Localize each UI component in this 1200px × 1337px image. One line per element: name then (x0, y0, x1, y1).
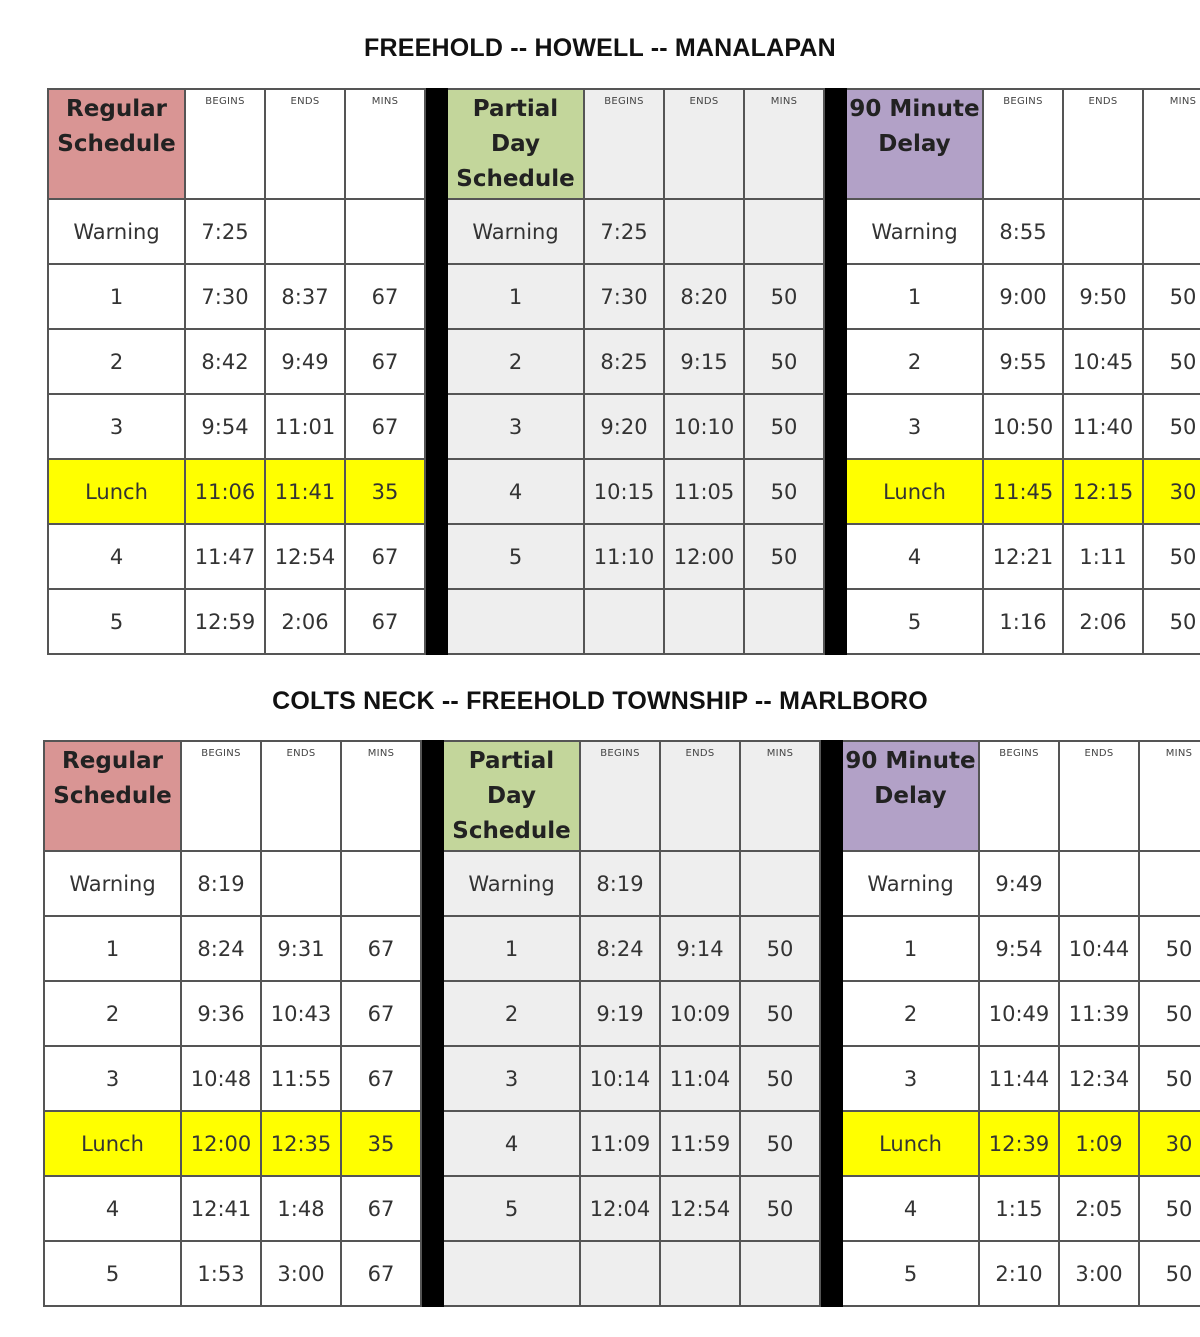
period-begins: 12:41 (181, 1176, 261, 1241)
period-ends: 2:06 (265, 589, 345, 654)
period-begins: 10:48 (181, 1046, 261, 1111)
period-label: Warning (447, 199, 584, 264)
period-mins: 35 (341, 1111, 421, 1176)
column-header-ends: ENDS (265, 89, 345, 199)
period-ends (261, 851, 341, 916)
period-begins: 10:49 (979, 981, 1059, 1046)
period-label: 3 (842, 1046, 979, 1111)
column-separator (824, 459, 846, 524)
period-label: 5 (447, 524, 584, 589)
period-ends (1063, 199, 1143, 264)
column-separator (425, 329, 447, 394)
period-label: 5 (443, 1176, 580, 1241)
period-begins: 9:36 (181, 981, 261, 1046)
schedule-block-colts-neck-freehold-township-marlboro (43, 740, 1200, 1307)
period-mins: 30 (1139, 1111, 1200, 1176)
period-mins (1139, 851, 1200, 916)
header-row (44, 741, 1200, 851)
table-row (48, 589, 1200, 654)
period-label: Warning (846, 199, 983, 264)
period-label (447, 589, 584, 654)
period-label: 3 (443, 1046, 580, 1111)
period-mins: 50 (740, 916, 820, 981)
period-label: 3 (44, 1046, 181, 1111)
period-label: Lunch (44, 1111, 181, 1176)
period-label: 1 (842, 916, 979, 981)
period-mins: 67 (345, 394, 425, 459)
column-separator (425, 524, 447, 589)
period-mins (740, 1241, 820, 1306)
period-label: 4 (447, 459, 584, 524)
column-separator (824, 524, 846, 589)
column-header-begins: BEGINS (584, 89, 664, 199)
period-ends: 10:09 (660, 981, 740, 1046)
period-label: 2 (48, 329, 185, 394)
period-ends: 1:09 (1059, 1111, 1139, 1176)
column-separator (824, 199, 846, 264)
table-row (48, 394, 1200, 459)
period-mins: 50 (1143, 394, 1200, 459)
period-label: 1 (846, 264, 983, 329)
period-begins: 1:15 (979, 1176, 1059, 1241)
column-header-mins: MINS (345, 89, 425, 199)
period-mins: 67 (341, 1046, 421, 1111)
period-label: 1 (447, 264, 584, 329)
period-mins: 67 (345, 524, 425, 589)
column-separator (824, 89, 846, 199)
period-ends: 9:49 (265, 329, 345, 394)
period-ends: 2:06 (1063, 589, 1143, 654)
schedule-name-delay: 90 Minute Delay (842, 741, 979, 851)
table-row (48, 524, 1200, 589)
column-separator (820, 1046, 842, 1111)
schedule-name-regular: Regular Schedule (44, 741, 181, 851)
period-mins (740, 851, 820, 916)
period-begins: 8:25 (584, 329, 664, 394)
period-label: Lunch (842, 1111, 979, 1176)
period-ends: 10:10 (664, 394, 744, 459)
period-ends: 11:59 (660, 1111, 740, 1176)
period-ends (664, 199, 744, 264)
period-mins: 50 (744, 524, 824, 589)
period-label: 5 (846, 589, 983, 654)
period-begins: 8:55 (983, 199, 1063, 264)
section-title-colts-neck-freehold-township-marlboro: COLTS NECK -- FREEHOLD TOWNSHIP -- MARLBORO (272, 687, 928, 715)
column-separator (421, 981, 443, 1046)
table-row (48, 264, 1200, 329)
period-mins: 50 (1139, 1176, 1200, 1241)
period-mins: 67 (345, 264, 425, 329)
period-label: 2 (846, 329, 983, 394)
table-row (44, 1241, 1200, 1306)
period-ends: 10:43 (261, 981, 341, 1046)
column-header-begins: BEGINS (185, 89, 265, 199)
column-header-begins: BEGINS (580, 741, 660, 851)
period-label: Warning (443, 851, 580, 916)
period-ends: 12:00 (664, 524, 744, 589)
period-mins (744, 589, 824, 654)
schedule-block-freehold-howell-manalapan (47, 88, 1200, 655)
column-separator (820, 1111, 842, 1176)
period-ends: 9:31 (261, 916, 341, 981)
period-mins: 50 (744, 264, 824, 329)
schedule-name-partial: Partial Day Schedule (443, 741, 580, 851)
schedule-name-partial: Partial Day Schedule (447, 89, 584, 199)
period-label: 3 (846, 394, 983, 459)
period-label: 2 (443, 981, 580, 1046)
period-begins: 11:10 (584, 524, 664, 589)
period-begins: 12:04 (580, 1176, 660, 1241)
column-header-begins: BEGINS (983, 89, 1063, 199)
period-mins: 50 (744, 329, 824, 394)
period-label: 4 (44, 1176, 181, 1241)
period-label: 2 (44, 981, 181, 1046)
period-ends: 8:37 (265, 264, 345, 329)
period-mins (345, 199, 425, 264)
table-row (48, 199, 1200, 264)
table-row (48, 329, 1200, 394)
period-label: 2 (842, 981, 979, 1046)
period-ends: 3:00 (1059, 1241, 1139, 1306)
period-begins: 9:49 (979, 851, 1059, 916)
period-label: Lunch (846, 459, 983, 524)
column-separator (824, 264, 846, 329)
period-ends: 9:14 (660, 916, 740, 981)
period-ends: 11:55 (261, 1046, 341, 1111)
period-label: 2 (447, 329, 584, 394)
column-header-ends: ENDS (261, 741, 341, 851)
period-ends (660, 1241, 740, 1306)
column-separator (820, 1176, 842, 1241)
table-row (44, 1046, 1200, 1111)
period-label: Warning (842, 851, 979, 916)
column-separator (824, 589, 846, 654)
period-mins: 35 (345, 459, 425, 524)
period-label: 4 (846, 524, 983, 589)
period-begins: 1:53 (181, 1241, 261, 1306)
period-label: 1 (48, 264, 185, 329)
period-begins: 11:44 (979, 1046, 1059, 1111)
period-label (443, 1241, 580, 1306)
period-ends: 12:54 (265, 524, 345, 589)
period-ends: 8:20 (664, 264, 744, 329)
period-ends: 9:15 (664, 329, 744, 394)
period-mins: 50 (740, 981, 820, 1046)
period-label: 5 (842, 1241, 979, 1306)
period-begins: 9:54 (979, 916, 1059, 981)
period-mins: 50 (740, 1111, 820, 1176)
table-row (44, 1111, 1200, 1176)
period-ends: 12:15 (1063, 459, 1143, 524)
period-begins: 11:06 (185, 459, 265, 524)
period-mins: 30 (1143, 459, 1200, 524)
period-begins: 10:14 (580, 1046, 660, 1111)
period-begins: 11:09 (580, 1111, 660, 1176)
period-ends (1059, 851, 1139, 916)
period-begins: 9:54 (185, 394, 265, 459)
period-label: Lunch (48, 459, 185, 524)
period-begins: 8:24 (580, 916, 660, 981)
period-ends (664, 589, 744, 654)
schedule-name-delay: 90 Minute Delay (846, 89, 983, 199)
period-mins: 50 (744, 394, 824, 459)
column-separator (820, 741, 842, 851)
period-mins: 50 (740, 1176, 820, 1241)
period-label: 4 (48, 524, 185, 589)
period-label: 3 (447, 394, 584, 459)
period-mins (341, 851, 421, 916)
table-row (48, 459, 1200, 524)
column-separator (421, 1176, 443, 1241)
period-begins: 12:39 (979, 1111, 1059, 1176)
period-label: 5 (44, 1241, 181, 1306)
period-begins: 7:30 (584, 264, 664, 329)
period-ends: 3:00 (261, 1241, 341, 1306)
period-begins: 9:20 (584, 394, 664, 459)
period-ends (265, 199, 345, 264)
column-header-begins: BEGINS (181, 741, 261, 851)
period-mins: 67 (341, 981, 421, 1046)
header-row (48, 89, 1200, 199)
period-label: 1 (443, 916, 580, 981)
period-label: 1 (44, 916, 181, 981)
period-begins: 8:42 (185, 329, 265, 394)
column-separator (824, 394, 846, 459)
period-begins: 7:30 (185, 264, 265, 329)
period-ends: 12:34 (1059, 1046, 1139, 1111)
period-mins: 67 (345, 589, 425, 654)
period-begins: 12:21 (983, 524, 1063, 589)
period-begins: 1:16 (983, 589, 1063, 654)
period-begins: 8:19 (580, 851, 660, 916)
column-separator (421, 851, 443, 916)
period-ends: 11:41 (265, 459, 345, 524)
period-ends: 12:54 (660, 1176, 740, 1241)
column-separator (421, 741, 443, 851)
period-label: 5 (48, 589, 185, 654)
period-begins: 2:10 (979, 1241, 1059, 1306)
period-ends: 9:50 (1063, 264, 1143, 329)
column-separator (820, 916, 842, 981)
schedule-table (43, 740, 1200, 1307)
column-header-mins: MINS (744, 89, 824, 199)
period-mins: 50 (1139, 981, 1200, 1046)
period-mins: 67 (341, 916, 421, 981)
column-header-mins: MINS (341, 741, 421, 851)
table-row (44, 916, 1200, 981)
period-label: Warning (44, 851, 181, 916)
period-mins: 67 (345, 329, 425, 394)
column-separator (820, 1241, 842, 1306)
period-ends: 1:11 (1063, 524, 1143, 589)
period-ends (660, 851, 740, 916)
period-ends: 12:35 (261, 1111, 341, 1176)
period-ends: 11:04 (660, 1046, 740, 1111)
section-title-freehold-howell-manalapan: FREEHOLD -- HOWELL -- MANALAPAN (364, 34, 836, 62)
period-ends: 2:05 (1059, 1176, 1139, 1241)
period-mins: 67 (341, 1176, 421, 1241)
period-ends: 11:01 (265, 394, 345, 459)
period-mins: 50 (1139, 1046, 1200, 1111)
period-begins: 9:19 (580, 981, 660, 1046)
period-begins: 9:55 (983, 329, 1063, 394)
period-begins (580, 1241, 660, 1306)
column-separator (824, 329, 846, 394)
period-mins (1143, 199, 1200, 264)
column-separator (421, 1046, 443, 1111)
column-separator (425, 459, 447, 524)
column-separator (425, 199, 447, 264)
column-separator (425, 264, 447, 329)
period-mins: 50 (744, 459, 824, 524)
column-header-ends: ENDS (1063, 89, 1143, 199)
period-begins: 10:15 (584, 459, 664, 524)
table-row (44, 851, 1200, 916)
column-separator (421, 1111, 443, 1176)
period-begins: 8:19 (181, 851, 261, 916)
period-ends: 1:48 (261, 1176, 341, 1241)
period-begins: 10:50 (983, 394, 1063, 459)
period-mins: 50 (1139, 1241, 1200, 1306)
column-header-mins: MINS (1143, 89, 1200, 199)
period-ends: 10:44 (1059, 916, 1139, 981)
period-ends: 11:39 (1059, 981, 1139, 1046)
table-row (44, 981, 1200, 1046)
period-begins: 9:00 (983, 264, 1063, 329)
schedule-name-regular: Regular Schedule (48, 89, 185, 199)
period-mins: 50 (1143, 264, 1200, 329)
period-label: 3 (48, 394, 185, 459)
period-begins: 11:47 (185, 524, 265, 589)
column-header-ends: ENDS (660, 741, 740, 851)
period-mins: 50 (1143, 329, 1200, 394)
period-mins (744, 199, 824, 264)
period-mins: 50 (1139, 916, 1200, 981)
column-separator (820, 981, 842, 1046)
column-header-mins: MINS (740, 741, 820, 851)
period-mins: 67 (341, 1241, 421, 1306)
column-separator (820, 851, 842, 916)
period-mins: 50 (1143, 524, 1200, 589)
column-separator (421, 1241, 443, 1306)
period-label: 4 (842, 1176, 979, 1241)
period-begins (584, 589, 664, 654)
column-separator (425, 89, 447, 199)
column-header-ends: ENDS (1059, 741, 1139, 851)
period-begins: 12:59 (185, 589, 265, 654)
column-separator (425, 394, 447, 459)
schedule-table (47, 88, 1200, 655)
period-ends: 11:40 (1063, 394, 1143, 459)
column-separator (421, 916, 443, 981)
column-separator (425, 589, 447, 654)
table-row (44, 1176, 1200, 1241)
column-header-ends: ENDS (664, 89, 744, 199)
period-begins: 7:25 (185, 199, 265, 264)
period-begins: 12:00 (181, 1111, 261, 1176)
period-mins: 50 (1143, 589, 1200, 654)
period-label: 4 (443, 1111, 580, 1176)
period-label: Warning (48, 199, 185, 264)
period-ends: 11:05 (664, 459, 744, 524)
column-header-mins: MINS (1139, 741, 1200, 851)
period-begins: 11:45 (983, 459, 1063, 524)
period-ends: 10:45 (1063, 329, 1143, 394)
period-begins: 7:25 (584, 199, 664, 264)
period-mins: 50 (740, 1046, 820, 1111)
period-begins: 8:24 (181, 916, 261, 981)
column-header-begins: BEGINS (979, 741, 1059, 851)
